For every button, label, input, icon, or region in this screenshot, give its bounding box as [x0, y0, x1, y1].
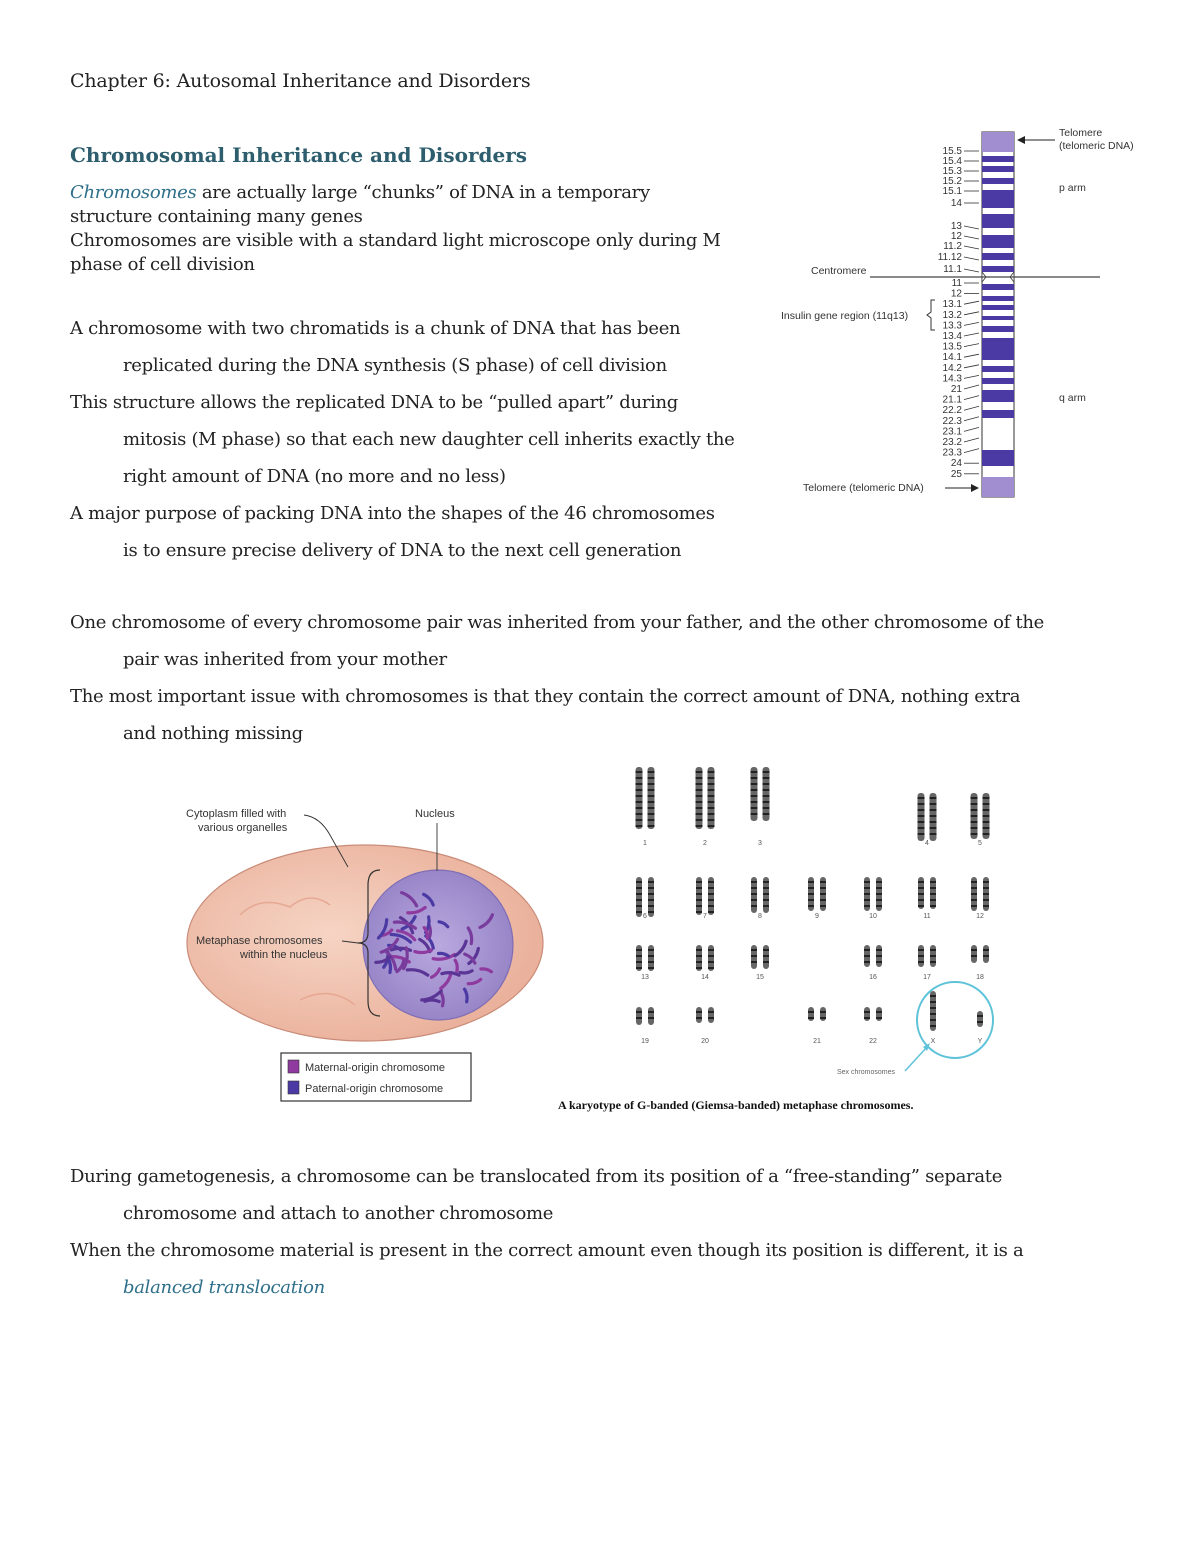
band-label: 13.5 — [942, 341, 962, 353]
p3-line2: chromosome and attach to another chromosome — [123, 1203, 554, 1224]
dark-band — [982, 284, 1014, 290]
p3-line3: When the chromosome material is present in the correct amount even though its position is different, it is a — [70, 1240, 1024, 1261]
telomere-bottom-label: Telomere (telomeric DNA) — [803, 482, 924, 494]
legend-paternal: Paternal-origin chromosome — [305, 1083, 444, 1095]
band-label: 12 — [950, 231, 962, 242]
band-label: 11.12 — [937, 252, 962, 263]
p1-line1: A chromosome with two chromatids is a chunk of DNA that has been — [70, 318, 681, 339]
dark-band — [982, 326, 1014, 332]
cell-figure — [180, 795, 560, 1110]
p2-line3: The most important issue with chromosomes is that they contain the correct amount of DNA, nothing extra — [70, 686, 1021, 707]
karyotype-number: Y — [977, 1038, 983, 1045]
band-label: 23.3 — [942, 447, 962, 459]
karyotype-number: 19 — [641, 1038, 649, 1045]
dark-band — [982, 316, 1014, 320]
karyotype-figure — [605, 755, 1025, 1085]
intro-line3: Chromosomes are visible with a standard light microscope only during M — [70, 230, 721, 251]
dark-band — [982, 450, 1014, 466]
p2-line2: pair was inherited from your mother — [123, 649, 447, 670]
karyotype-pair — [696, 1007, 714, 1023]
band-label: 15.1 — [942, 186, 962, 197]
karyotype-number: 2 — [703, 840, 707, 847]
dark-band — [982, 338, 1014, 360]
karyotype-pair — [696, 767, 715, 829]
dark-band — [982, 166, 1014, 172]
paragraph-inheritance — [70, 604, 1044, 752]
p1-line5: right amount of DNA (no more and no less) — [123, 466, 506, 487]
karyotype-number: X — [930, 1038, 936, 1045]
dark-band — [982, 266, 1014, 272]
insulin-label: Insulin gene region (11q13) — [781, 310, 909, 322]
chapter-title: Chapter 6: Autosomal Inheritance and Disorders — [70, 70, 531, 92]
karyotype-pair — [930, 991, 936, 1031]
chromosome — [708, 1007, 714, 1023]
karyotype-number: 17 — [923, 974, 931, 981]
chromosome — [696, 1007, 702, 1023]
band-label: 25 — [950, 468, 962, 480]
nucleus — [363, 870, 513, 1020]
chromosome — [751, 767, 758, 821]
telomere-bottom-band — [982, 477, 1014, 497]
karyotype-pair — [971, 945, 989, 963]
dark-band — [982, 305, 1014, 310]
p1-line3: This structure allows the replicated DNA to be “pulled apart” during — [70, 392, 679, 413]
karyotype-pair — [751, 877, 769, 913]
telomere-top-sub: (telomeric DNA) — [1059, 140, 1134, 152]
karyotype-number: 21 — [813, 1038, 821, 1045]
paragraph-chromatids — [70, 310, 735, 569]
dark-band — [982, 253, 1014, 260]
dark-band — [982, 296, 1014, 301]
band-label: 21.1 — [942, 394, 962, 406]
dark-band — [982, 378, 1014, 384]
dark-band — [982, 214, 1014, 228]
chromosome — [977, 1011, 983, 1027]
sex-chromosomes-label: Sex chromosomes — [837, 1069, 895, 1076]
dark-band — [982, 190, 1014, 208]
centromere-label: Centromere — [811, 265, 867, 277]
karyotype-pair — [808, 1007, 826, 1021]
nucleus-label: Nucleus — [415, 808, 455, 820]
karyotype-number: 5 — [978, 840, 982, 847]
band-label: 22.2 — [942, 405, 962, 417]
legend-maternal: Maternal-origin chromosome — [305, 1062, 445, 1074]
term-chromosomes: Chromosomes — [70, 182, 197, 203]
band-label: 15.5 — [942, 146, 962, 157]
karyotype-number: 6 — [643, 913, 647, 920]
dark-band — [982, 156, 1014, 162]
metaphase-chromosome — [441, 993, 443, 1006]
karyotype-pair — [636, 1007, 654, 1025]
karyotype-number: 8 — [758, 913, 762, 920]
p3-line1: During gametogenesis, a chromosome can be translocated from its position of a “free-standing” separate — [70, 1166, 1003, 1187]
p1-line6: A major purpose of packing DNA into the shapes of the 46 chromosomes — [70, 503, 715, 524]
karyotype-number: 12 — [976, 913, 984, 920]
karyotype-pair — [971, 793, 990, 839]
dark-band — [982, 235, 1014, 248]
karyotype-pair — [918, 945, 936, 967]
chromosome — [636, 1007, 642, 1025]
karyotype-pair — [808, 877, 826, 911]
ideogram-bands — [938, 132, 1014, 497]
band-label: 14.2 — [942, 362, 962, 374]
telomere-top-label: Telomere — [1059, 127, 1103, 139]
p2-line4: and nothing missing — [123, 723, 303, 744]
paragraph-translocation — [70, 1158, 1023, 1306]
dark-band — [982, 410, 1014, 418]
karyotype-pair — [696, 877, 714, 915]
intro-line1: are actually large “chunks” of DNA in a temporary — [196, 182, 650, 203]
chromosome-ideogram — [775, 120, 1155, 505]
karyotype-number: 18 — [976, 974, 984, 981]
karyotype-pair — [864, 877, 882, 911]
karyotype-number: 11 — [923, 913, 931, 920]
band-label: 23.2 — [942, 437, 962, 448]
karyotype-pair — [864, 1007, 882, 1021]
intro-block — [70, 181, 790, 277]
p-arm-label: p arm — [1059, 182, 1086, 194]
band-label: 14 — [950, 198, 962, 209]
karyotype-number: 4 — [925, 840, 929, 847]
chromosome — [648, 1007, 654, 1025]
karyotype-pair — [918, 793, 937, 841]
chromosome — [983, 945, 989, 963]
karyotype-number: 20 — [701, 1038, 709, 1045]
band-label: 13.4 — [942, 331, 962, 342]
intro-line2: structure containing many genes — [70, 206, 363, 227]
cytoplasm-label-2: various organelles — [198, 822, 288, 834]
karyotype-number: 7 — [703, 913, 707, 920]
metaphase-chromosome — [425, 1000, 439, 1002]
karyotype-number: 13 — [641, 974, 649, 981]
metaphase-label-2: within the nucleus — [240, 949, 328, 961]
ideogram-outline — [982, 132, 1014, 497]
metaphase-label-1: Metaphase chromosomes — [196, 935, 323, 947]
band-label: 13.2 — [942, 309, 962, 321]
dark-band — [982, 390, 1014, 402]
karyotype-caption: A karyotype of G-banded (Giemsa-banded) metaphase chromosomes. — [558, 1098, 914, 1112]
band-label: 24 — [950, 458, 962, 470]
p1-line4: mitosis (M phase) so that each new daughter cell inherits exactly the — [123, 429, 735, 450]
karyotype-pair — [751, 767, 770, 821]
band-label: 22.3 — [942, 415, 962, 427]
chromosome — [763, 767, 770, 821]
band-label: 13.1 — [942, 299, 962, 311]
maternal-swatch — [288, 1060, 299, 1073]
karyotype-number: 14 — [701, 974, 709, 981]
band-label: 13.3 — [942, 320, 962, 332]
band-label: 13 — [950, 221, 962, 232]
karyotype-pair — [636, 767, 655, 829]
intro-line4: phase of cell division — [70, 254, 255, 275]
band-label: 12 — [950, 288, 962, 300]
p1-line7: is to ensure precise delivery of DNA to the next cell generation — [123, 540, 682, 561]
karyotype-pair — [696, 945, 714, 971]
karyotype-pair — [864, 945, 882, 967]
karyotype-number: 9 — [815, 913, 819, 920]
band-label: 14.3 — [942, 373, 962, 385]
band-label: 11.2 — [943, 241, 962, 252]
karyotype-number: 22 — [869, 1038, 877, 1045]
dark-band — [982, 366, 1014, 372]
karyotype-number: 15 — [756, 974, 764, 981]
band-label: 21 — [950, 384, 962, 395]
p2-line1: One chromosome of every chromosome pair was inherited from your father, and the other chromosome of the — [70, 612, 1045, 633]
karyotype-number: 3 — [758, 840, 762, 847]
p1-line2: replicated during the DNA synthesis (S phase) of cell division — [123, 355, 667, 376]
dark-band — [982, 178, 1014, 184]
karyotype-pair — [918, 877, 936, 909]
karyotype-number: 10 — [869, 913, 877, 920]
band-label: 14.1 — [942, 352, 962, 364]
karyotype-pair — [971, 877, 989, 911]
karyotype-number: 16 — [869, 974, 877, 981]
karyotype-pair — [636, 945, 654, 971]
band-label: 11.1 — [943, 264, 962, 275]
band-label: 11 — [951, 278, 962, 289]
term-balanced-translocation: balanced translocation — [123, 1277, 325, 1298]
band-label: 15.3 — [942, 166, 962, 177]
q-arm-label: q arm — [1059, 392, 1086, 404]
karyotype-number: 1 — [643, 840, 647, 847]
cytoplasm-label-1: Cytoplasm filled with — [186, 808, 287, 820]
band-label: 15.4 — [942, 156, 962, 167]
band-label: 15.2 — [942, 176, 962, 187]
band-label: 23.1 — [942, 426, 962, 438]
karyotype-pair — [751, 945, 769, 969]
section-heading: Chromosomal Inheritance and Disorders — [70, 143, 528, 167]
karyotype-pair — [977, 1011, 983, 1027]
paternal-swatch — [288, 1081, 299, 1094]
chromosome — [971, 945, 977, 963]
karyotype-pair — [636, 877, 654, 917]
telomere-top-band — [982, 132, 1014, 152]
